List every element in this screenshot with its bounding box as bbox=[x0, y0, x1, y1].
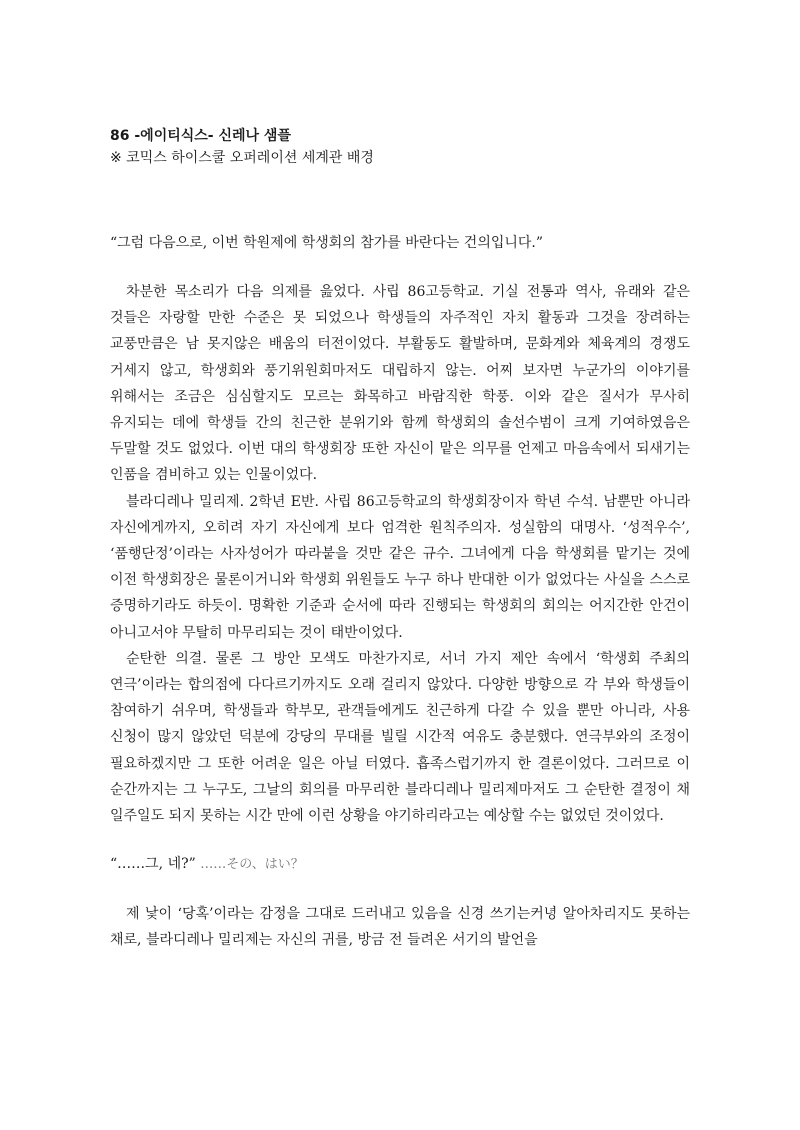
reaction-dialogue bbox=[110, 851, 690, 878]
body-paragraph: 블라디레나 밀리제. 2학년 E반. 사립 86고등학교의 학생회장이자 학년 수석. 남뿐만 아니라 자신에게까지, 오히려 자기 자신에게 보다 엄격한 원칙주의자. 성실함의 대명사. ‘성적우수’, ‘품행단정’이라는 사자성어가 따라붙을 것만 같은 규수. 그녀에게 다음 학생회를 맡기는 것에 이전 학생회장은 물론이거니와 학생회 위원들도 누구 하나 반대한 이가 없었다는 사실을 스스로 증명하기라도 하듯이. 명확한 기준과 순서에 따라 진행되는 학생회의 회의는 어지간한 안건이 아니고서야 무탈히 마무리되는 것이 태반이었다. bbox=[110, 493, 690, 641]
closing-paragraph: 제 낯이 ‘당혹’이라는 감정을 그대로 드러내고 있음을 신경 쓰기는커녕 알아차리지도 못하는 채로, 블라디레나 밀리제는 자신의 귀를, 방금 전 들려온 서기의 발언을 bbox=[110, 906, 690, 949]
document-title: 86 -에이티식스- 신레나 샘플 bbox=[110, 128, 291, 144]
document-subtitle: ※ 코믹스 하이스쿨 오퍼레이션 세계관 배경 bbox=[110, 150, 374, 166]
body-paragraph: 순탄한 의결. 물론 그 방안 모색도 마찬가지로, 서너 가지 제안 속에서 ‘학생회 주최의 연극’이라는 합의점에 다다르기까지도 오래 걸리지 않았다. 다양한 방향으로 각 부와 학생들이 참여하기 쉬우며, 학생들과 학부모, 관객들에게도 친근하게 다갈 수 있을 뿐만 아니라, 사용 신청이 많지 않았던 덕분에 강당의 무대를 빌릴 시간적 여유도 충분했다. 연극부와의 조정이 필요하겠지만 그 또한 어려운 일은 아닐 터였다. 흡족스럽기까지 한 결론이었다. 그러므로 이 순간까지는 그 누구도, 그날의 회의를 마무리한 블라디레나 밀리제마저도 그 순탄한 결정이 채 일주일도 되지 못하는 시간 만에 이런 상황을 야기하리라고는 예상할 수는 없었던 것이었다. bbox=[110, 650, 690, 825]
body-paragraph: 차분한 목소리가 다음 의제를 읊었다. 사립 86고등학교. 기실 전통과 역사, 유래와 같은 것들은 자랑할 만한 수준은 못 되었으나 학생들의 자주적인 자치 활동과 그것을 장려하는 교풍만큼은 남 못지않은 배움의 터전이었다. 부활동도 활발하며, 문화계와 체육계의 경쟁도 거세지 않고, 학생회와 풍기위원회마저도 대립하지 않는. 어찌 보자면 누군가의 이야기를 위해서는 조금은 심심할지도 모르는 화목하고 바람직한 학풍. 이와 같은 질서가 무사히 유지되는 데에 학생들 간의 친근한 분위기와 함께 학생회의 솔선수범이 크게 기여하였음은 두말할 것도 없었다. 이번 대의 학생회장 또한 자신이 맡은 의무를 언제고 마음속에서 되새기는 인품을 겸비하고 있는 인물이었다. bbox=[110, 284, 690, 484]
reaction-korean: “……그, 네?” bbox=[110, 856, 196, 873]
document-page bbox=[110, 125, 690, 954]
opening-dialogue: “그럼 다음으로, 이번 학원제에 학생회의 참가를 바란다는 건의입니다.” bbox=[110, 235, 544, 251]
reaction-japanese: ……その、はい？ bbox=[200, 857, 304, 873]
